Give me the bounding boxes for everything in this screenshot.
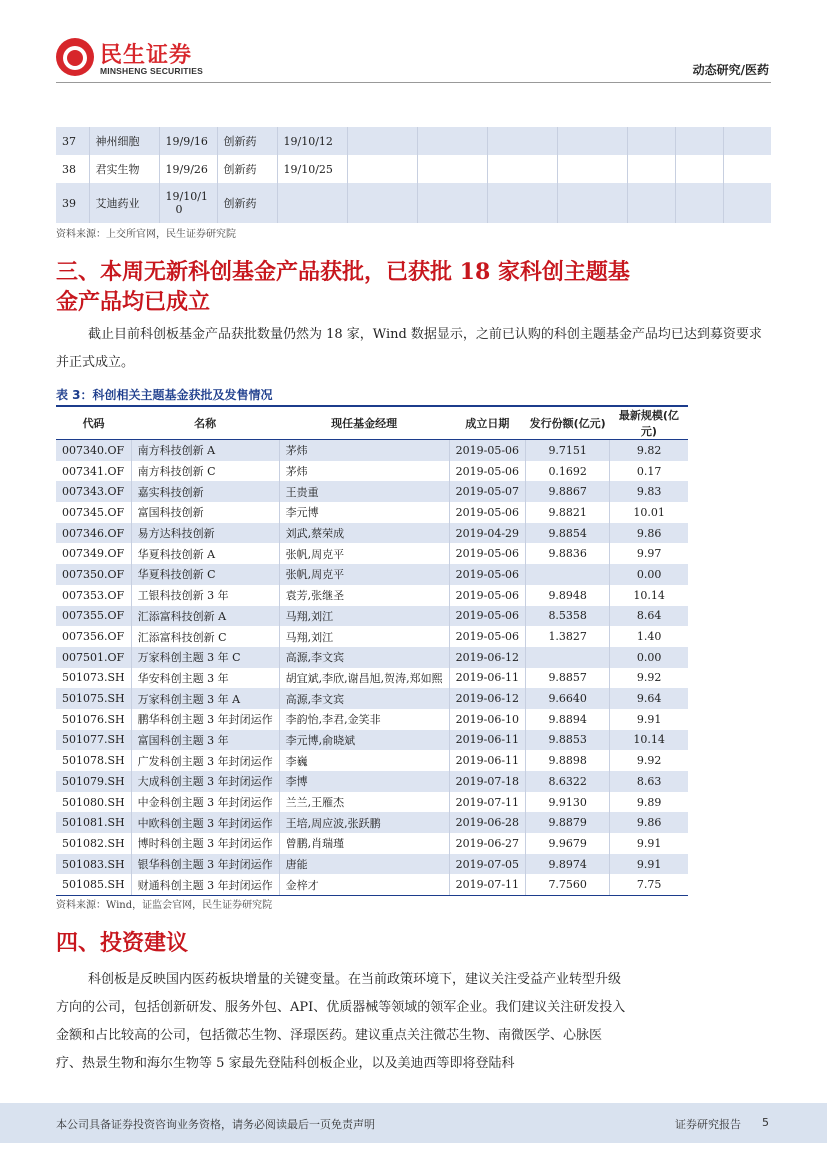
table-cell: 9.8894 <box>526 709 610 730</box>
table-cell: 茅炜 <box>279 440 449 461</box>
table-cell: 南方科技创新 A <box>131 440 279 461</box>
table-cell: 7.75 <box>610 874 688 895</box>
table-cell: 501079.SH <box>56 771 131 792</box>
table-source-note-2: 资料来源：Wind，证监会官网，民生证券研究院 <box>56 900 273 911</box>
table-cell: 马翔,刘江 <box>279 606 449 627</box>
table-cell: 南方科技创新 C <box>131 461 279 482</box>
table-cell: 2019-07-05 <box>449 854 525 875</box>
table-cell: 2019-06-28 <box>449 812 525 833</box>
table-cell: 银华科创主题 3 年封闭运作 <box>131 854 279 875</box>
table-row <box>56 543 688 564</box>
table-cell: 李韵怡,李君,金笑非 <box>279 709 449 730</box>
table-cell: 马翔,刘江 <box>279 626 449 647</box>
table-cell: 李巍 <box>279 750 449 771</box>
table-row <box>56 523 688 544</box>
report-category: 动态研究/医药 <box>692 63 769 77</box>
table-cell: 2019-05-06 <box>449 626 525 647</box>
table-cell: 9.86 <box>610 812 688 833</box>
table-cell: 501082.SH <box>56 833 131 854</box>
table-caption: 表 3：科创相关主题基金获批及发售情况 <box>56 388 273 402</box>
table-cell: 2019-04-29 <box>449 523 525 544</box>
table-cell: 博时科创主题 3 年封闭运作 <box>131 833 279 854</box>
table-cell: 007353.OF <box>56 585 131 606</box>
table-row <box>56 833 688 854</box>
table-cell: 金梓才 <box>279 874 449 895</box>
table-cell: 富国科创主题 3 年 <box>131 730 279 751</box>
table-cell: 0.17 <box>610 461 688 482</box>
table-cell: 中金科创主题 3 年封闭运作 <box>131 792 279 813</box>
table-cell: 8.5358 <box>526 606 610 627</box>
table-row <box>56 854 688 875</box>
table-row <box>56 564 688 585</box>
table-row: 37 神州细胞 19/9/16 创新药 19/10/12 <box>56 127 771 155</box>
table-cell: 华夏科技创新 C <box>131 564 279 585</box>
table-cell: 007501.OF <box>56 647 131 668</box>
page-number: 5 <box>762 1116 769 1129</box>
table-row <box>56 750 688 771</box>
table-cell: 501081.SH <box>56 812 131 833</box>
table-cell: 2019-06-10 <box>449 709 525 730</box>
logo-mark-icon <box>56 38 94 76</box>
table-cell: 2019-05-06 <box>449 461 525 482</box>
footer-disclaimer: 本公司具备证券投资咨询业务资格，请务必阅读最后一页免责声明 <box>56 1118 375 1131</box>
table-cell: 501073.SH <box>56 668 131 689</box>
table-cell: 2019-07-11 <box>449 792 525 813</box>
table-cell: 2019-06-27 <box>449 833 525 854</box>
company-logo <box>56 38 216 78</box>
table-cell: 鹏华科创主题 3 年封闭运作 <box>131 709 279 730</box>
table-row <box>56 647 688 668</box>
table-cell: 8.63 <box>610 771 688 792</box>
table-source-note: 资料来源：上交所官网，民生证券研究院 <box>56 229 236 240</box>
table-cell: 007355.OF <box>56 606 131 627</box>
table-row <box>56 585 688 606</box>
ipo-continuation-table <box>56 127 771 223</box>
section-3-title: 三、本周无新科创基金产品获批，已获批 18 家科创主题基 金产品均已成立 <box>56 259 630 315</box>
table-cell: 9.8948 <box>526 585 610 606</box>
table-cell: 9.97 <box>610 543 688 564</box>
table-cell: 工银科技创新 3 年 <box>131 585 279 606</box>
table-cell: 501085.SH <box>56 874 131 895</box>
table-cell: 9.91 <box>610 709 688 730</box>
table-cell: 汇添富科技创新 C <box>131 626 279 647</box>
table-cell: 2019-06-11 <box>449 730 525 751</box>
table-cell: 袁芳,张继圣 <box>279 585 449 606</box>
table-cell: 唐能 <box>279 854 449 875</box>
table-cell: 张帆,周克平 <box>279 564 449 585</box>
table-cell: 0.1692 <box>526 461 610 482</box>
table-cell: 9.64 <box>610 688 688 709</box>
table-row <box>56 606 688 627</box>
table-cell: 2019-07-18 <box>449 771 525 792</box>
table-cell: 李元博,俞晓斌 <box>279 730 449 751</box>
table-cell: 9.8898 <box>526 750 610 771</box>
table-cell: 9.8879 <box>526 812 610 833</box>
table-cell: 高源,李文宾 <box>279 647 449 668</box>
table-cell: 10.01 <box>610 502 688 523</box>
table-cell: 9.9130 <box>526 792 610 813</box>
table-cell <box>526 647 610 668</box>
table-row <box>56 709 688 730</box>
table-cell: 9.8857 <box>526 668 610 689</box>
table-cell: 2019-05-06 <box>449 564 525 585</box>
table-cell: 501077.SH <box>56 730 131 751</box>
table-cell: 汇添富科技创新 A <box>131 606 279 627</box>
table-row <box>56 874 688 895</box>
table-cell: 兰兰,王雁杰 <box>279 792 449 813</box>
table-cell: 财通科创主题 3 年封闭运作 <box>131 874 279 895</box>
table-cell: 茅炜 <box>279 461 449 482</box>
table-cell: 007349.OF <box>56 543 131 564</box>
table-cell: 张帆,周克平 <box>279 543 449 564</box>
table-cell: 501075.SH <box>56 688 131 709</box>
table-cell: 富国科技创新 <box>131 502 279 523</box>
table-cell: 8.6322 <box>526 771 610 792</box>
table-row <box>56 440 688 461</box>
table-cell: 9.8974 <box>526 854 610 875</box>
table-cell: 大成科创主题 3 年封闭运作 <box>131 771 279 792</box>
table-cell: 1.40 <box>610 626 688 647</box>
table-cell: 万家科创主题 3 年 C <box>131 647 279 668</box>
table-cell: 嘉实科技创新 <box>131 481 279 502</box>
table-cell: 中欧科创主题 3 年封闭运作 <box>131 812 279 833</box>
table-cell: 501076.SH <box>56 709 131 730</box>
table-cell: 易方达科技创新 <box>131 523 279 544</box>
table-row <box>56 730 688 751</box>
table-cell: 9.8836 <box>526 543 610 564</box>
table-cell: 9.8853 <box>526 730 610 751</box>
table-cell: 0.00 <box>610 564 688 585</box>
table-row <box>56 812 688 833</box>
table-cell: 广发科创主题 3 年封闭运作 <box>131 750 279 771</box>
table-cell: 刘武,蔡荣成 <box>279 523 449 544</box>
table-row <box>56 688 688 709</box>
table-row <box>56 461 688 482</box>
table-cell: 2019-05-06 <box>449 606 525 627</box>
table-cell: 9.7151 <box>526 440 610 461</box>
table-cell: 李博 <box>279 771 449 792</box>
table-cell: 8.64 <box>610 606 688 627</box>
table-cell: 9.91 <box>610 854 688 875</box>
header-divider <box>56 82 771 83</box>
table-cell <box>526 564 610 585</box>
table-cell: 007350.OF <box>56 564 131 585</box>
table-cell: 007343.OF <box>56 481 131 502</box>
table-cell: 2019-05-06 <box>449 440 525 461</box>
table-row <box>56 481 688 502</box>
table-cell: 2019-07-11 <box>449 874 525 895</box>
table-cell: 10.14 <box>610 730 688 751</box>
fund-table <box>56 405 688 896</box>
logo-english-name: MINSHENG SECURITIES <box>100 66 203 76</box>
table-row <box>56 502 688 523</box>
table-cell: 10.14 <box>610 585 688 606</box>
table-cell: 007346.OF <box>56 523 131 544</box>
table-cell: 王培,周应波,张跃鹏 <box>279 812 449 833</box>
table-cell: 501083.SH <box>56 854 131 875</box>
table-cell: 华夏科技创新 A <box>131 543 279 564</box>
table-cell: 万家科创主题 3 年 A <box>131 688 279 709</box>
table-cell: 王贵重 <box>279 481 449 502</box>
table-cell: 0.00 <box>610 647 688 668</box>
table-cell: 501080.SH <box>56 792 131 813</box>
table-cell: 2019-05-06 <box>449 543 525 564</box>
table-cell: 007340.OF <box>56 440 131 461</box>
table-cell: 9.8854 <box>526 523 610 544</box>
table-row <box>56 626 688 647</box>
table-cell: 9.92 <box>610 668 688 689</box>
table-cell: 007341.OF <box>56 461 131 482</box>
table-header-row: 代码 名称 现任基金经理 成立日期 发行份额(亿元) 最新规模(亿元) <box>56 406 688 440</box>
table-row <box>56 771 688 792</box>
table-cell: 2019-06-12 <box>449 647 525 668</box>
table-cell: 曾鹏,肖瑞瑾 <box>279 833 449 854</box>
section-4-paragraph: 科创板是反映国内医药板块增量的关键变量。在当前政策环境下，建议关注受益产业转型升级方向的公司，包括创新研发、服务外包、API、优质器械等领域的领军企业。我们建议关注研发投入金额和占比较高的公司，包括微芯生物、泽璟医药。建议重点关注微芯生物、南微医学、心脉医疗、热景生物和海尔生物等 5 家最先登陆科创板企业，以及美迪西等即将登陆科 <box>56 972 626 1071</box>
section-4-title: 四、投资建议 <box>56 930 189 956</box>
table-cell: 2019-05-06 <box>449 585 525 606</box>
logo-chinese-name: 民生证券 <box>100 43 193 68</box>
table-cell: 2019-05-07 <box>449 481 525 502</box>
table-cell: 2019-06-11 <box>449 668 525 689</box>
table-cell: 9.8867 <box>526 481 610 502</box>
table-cell: 9.91 <box>610 833 688 854</box>
table-cell: 9.83 <box>610 481 688 502</box>
table-cell: 9.92 <box>610 750 688 771</box>
footer-report-type: 证券研究报告 <box>675 1118 741 1131</box>
table-cell: 2019-06-12 <box>449 688 525 709</box>
table-cell: 1.3827 <box>526 626 610 647</box>
table-row <box>56 792 688 813</box>
table-row <box>56 668 688 689</box>
table-cell: 7.7560 <box>526 874 610 895</box>
table-cell: 007356.OF <box>56 626 131 647</box>
table-cell: 9.6640 <box>526 688 610 709</box>
table-cell: 9.82 <box>610 440 688 461</box>
table-row: 39 艾迪药业 19/10/1 0 创新药 <box>56 183 771 223</box>
section-3-paragraph: 截止目前科创板基金产品获批数量仍然为 18 家，Wind 数据显示，之前已认购的科创主题基金产品均已达到募资要求并正式成立。 <box>56 327 762 370</box>
table-cell: 501078.SH <box>56 750 131 771</box>
table-cell: 李元博 <box>279 502 449 523</box>
table-cell: 9.86 <box>610 523 688 544</box>
table-cell: 2019-05-06 <box>449 502 525 523</box>
table-cell: 胡宜斌,李欣,谢昌旭,贺涛,郑如熙 <box>279 668 449 689</box>
table-cell: 9.9679 <box>526 833 610 854</box>
table-cell: 华安科创主题 3 年 <box>131 668 279 689</box>
table-cell: 9.8821 <box>526 502 610 523</box>
table-row: 38 君实生物 19/9/26 创新药 19/10/25 <box>56 155 771 183</box>
table-cell: 2019-06-11 <box>449 750 525 771</box>
table-cell: 9.89 <box>610 792 688 813</box>
table-cell: 007345.OF <box>56 502 131 523</box>
table-cell: 高源,李文宾 <box>279 688 449 709</box>
